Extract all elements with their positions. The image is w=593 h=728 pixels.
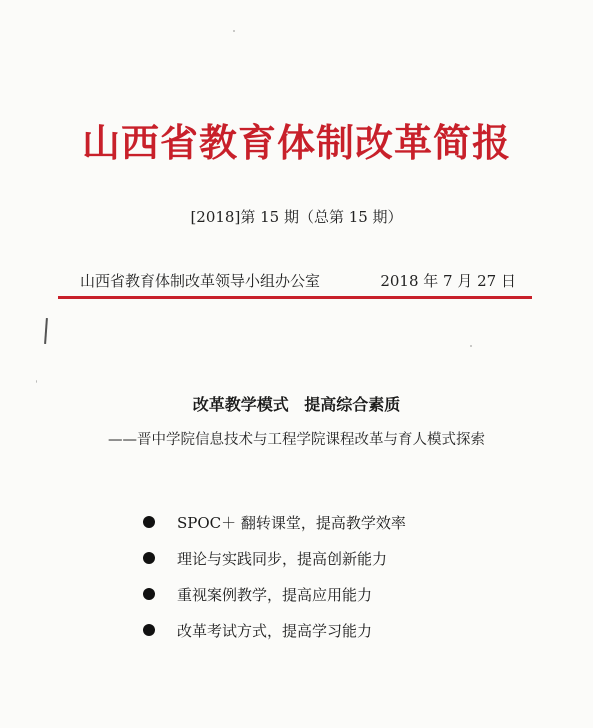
article-title: 改革教学模式 提高综合素质 bbox=[192, 395, 401, 414]
publisher-line bbox=[62, 270, 528, 291]
scan-mark bbox=[44, 318, 48, 344]
point-text: 改革考试方式，提高学习能力 bbox=[177, 621, 373, 640]
header-divider bbox=[58, 296, 532, 299]
publisher-office: 山西省教育体制改革领导小组办公室 bbox=[80, 272, 321, 290]
list-item bbox=[143, 549, 406, 567]
point-text: 理论与实践同步，提高创新能力 bbox=[177, 549, 388, 568]
bullet-dot-icon bbox=[143, 516, 155, 528]
scan-speck bbox=[470, 345, 472, 347]
issue-number: [2018]第 15 期（总第 15 期） bbox=[190, 208, 403, 226]
point-text: 重视案例教学，提高应用能力 bbox=[177, 585, 373, 604]
scan-speck bbox=[36, 380, 37, 383]
point-text: SPOC＋ 翻转课堂，提高教学效率 bbox=[177, 513, 406, 532]
list-item bbox=[143, 585, 406, 603]
key-points-list bbox=[143, 513, 406, 657]
scan-speck bbox=[233, 30, 235, 32]
bullet-dot-icon bbox=[143, 624, 155, 636]
list-item bbox=[143, 621, 406, 639]
bullet-dot-icon bbox=[143, 588, 155, 600]
masthead-title: 山西省教育体制改革简报 bbox=[81, 120, 511, 165]
list-item bbox=[143, 513, 406, 531]
article-subtitle: ——晋中学院信息技术与工程学院课程改革与育人模式探索 bbox=[108, 432, 485, 448]
publish-date: 2018 年 7 月 27 日 bbox=[380, 272, 516, 290]
bullet-dot-icon bbox=[143, 552, 155, 564]
